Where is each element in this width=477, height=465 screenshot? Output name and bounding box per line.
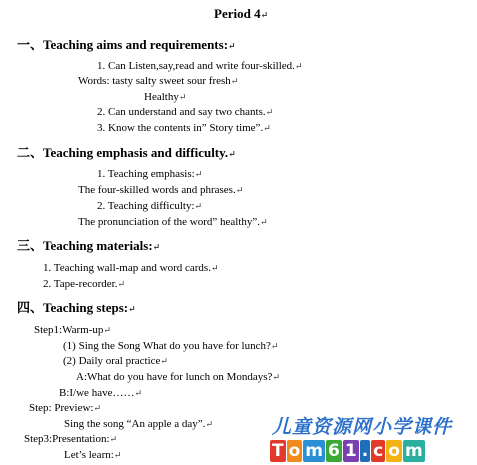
- watermark-letter-tile: 6: [328, 441, 340, 461]
- watermark-letter-tile: .: [361, 441, 369, 461]
- section-heading-emphasis: 二、Teaching emphasis and difficulty.↵: [17, 145, 236, 160]
- watermark-letter-tile: m: [305, 441, 324, 461]
- dialogue-line-b: B:I/we have……↵: [59, 387, 142, 399]
- materials-item-2: 2. Tape-recorder.↵: [43, 278, 126, 290]
- emphasis-item-1: 1. Teaching emphasis:↵: [97, 168, 203, 180]
- watermark-url: [270, 440, 426, 464]
- section-heading-steps: 四、Teaching steps:↵: [17, 300, 136, 315]
- watermark-letter-tile: o: [288, 441, 301, 461]
- watermark-letter-tile: m: [404, 441, 423, 461]
- watermark-letter-tile: T: [272, 441, 284, 461]
- watermark-letter-tile: o: [388, 441, 400, 461]
- step1-item-2: (2) Daily oral practice↵: [63, 355, 168, 367]
- words-list-continued: Healthy↵: [144, 91, 187, 103]
- step-preview-heading: Step: Preview:↵: [29, 402, 102, 414]
- section-heading-aims: 一、Teaching aims and requirements:↵: [17, 37, 236, 52]
- step3-heading: Step3:Presentation:↵: [24, 433, 118, 445]
- difficulty-text: The pronunciation of the word” healthy”.↵: [78, 216, 268, 228]
- emphasis-text: The four-skilled words and phrases.↵: [78, 184, 244, 196]
- watermark-chinese-text: 儿童资源网小学课件: [272, 416, 453, 438]
- watermark-letter-tile: 1: [344, 441, 357, 461]
- page-title: Period 4↵: [214, 6, 269, 21]
- step1-heading: Step1:Warm-up↵: [34, 324, 111, 336]
- dialogue-line-a: A:What do you have for lunch on Mondays?↵: [76, 371, 280, 383]
- materials-item-1: 1. Teaching wall-map and word cards.↵: [43, 262, 219, 274]
- aim-item-1: 1. Can Listen,say,read and write four-skilled.↵: [97, 60, 303, 72]
- aim-item-2: 2. Can understand and say two chants.↵: [97, 106, 274, 118]
- preview-item: Sing the song “An apple a day”.↵: [64, 418, 213, 430]
- watermark-letter-tile: c: [373, 441, 384, 461]
- words-list: Words: tasty salty sweet sour fresh↵: [78, 75, 239, 87]
- section-heading-materials: 三、Teaching materials:↵: [17, 238, 161, 253]
- aim-item-3: 3. Know the contents in” Story time”.↵: [97, 122, 271, 134]
- step1-item-1: (1) Sing the Song What do you have for lunch?↵: [63, 340, 279, 352]
- emphasis-item-2: 2. Teaching difficulty:↵: [97, 200, 203, 212]
- step3-item: Let’s learn:↵: [64, 449, 122, 461]
- site-watermark-logo: [270, 416, 477, 465]
